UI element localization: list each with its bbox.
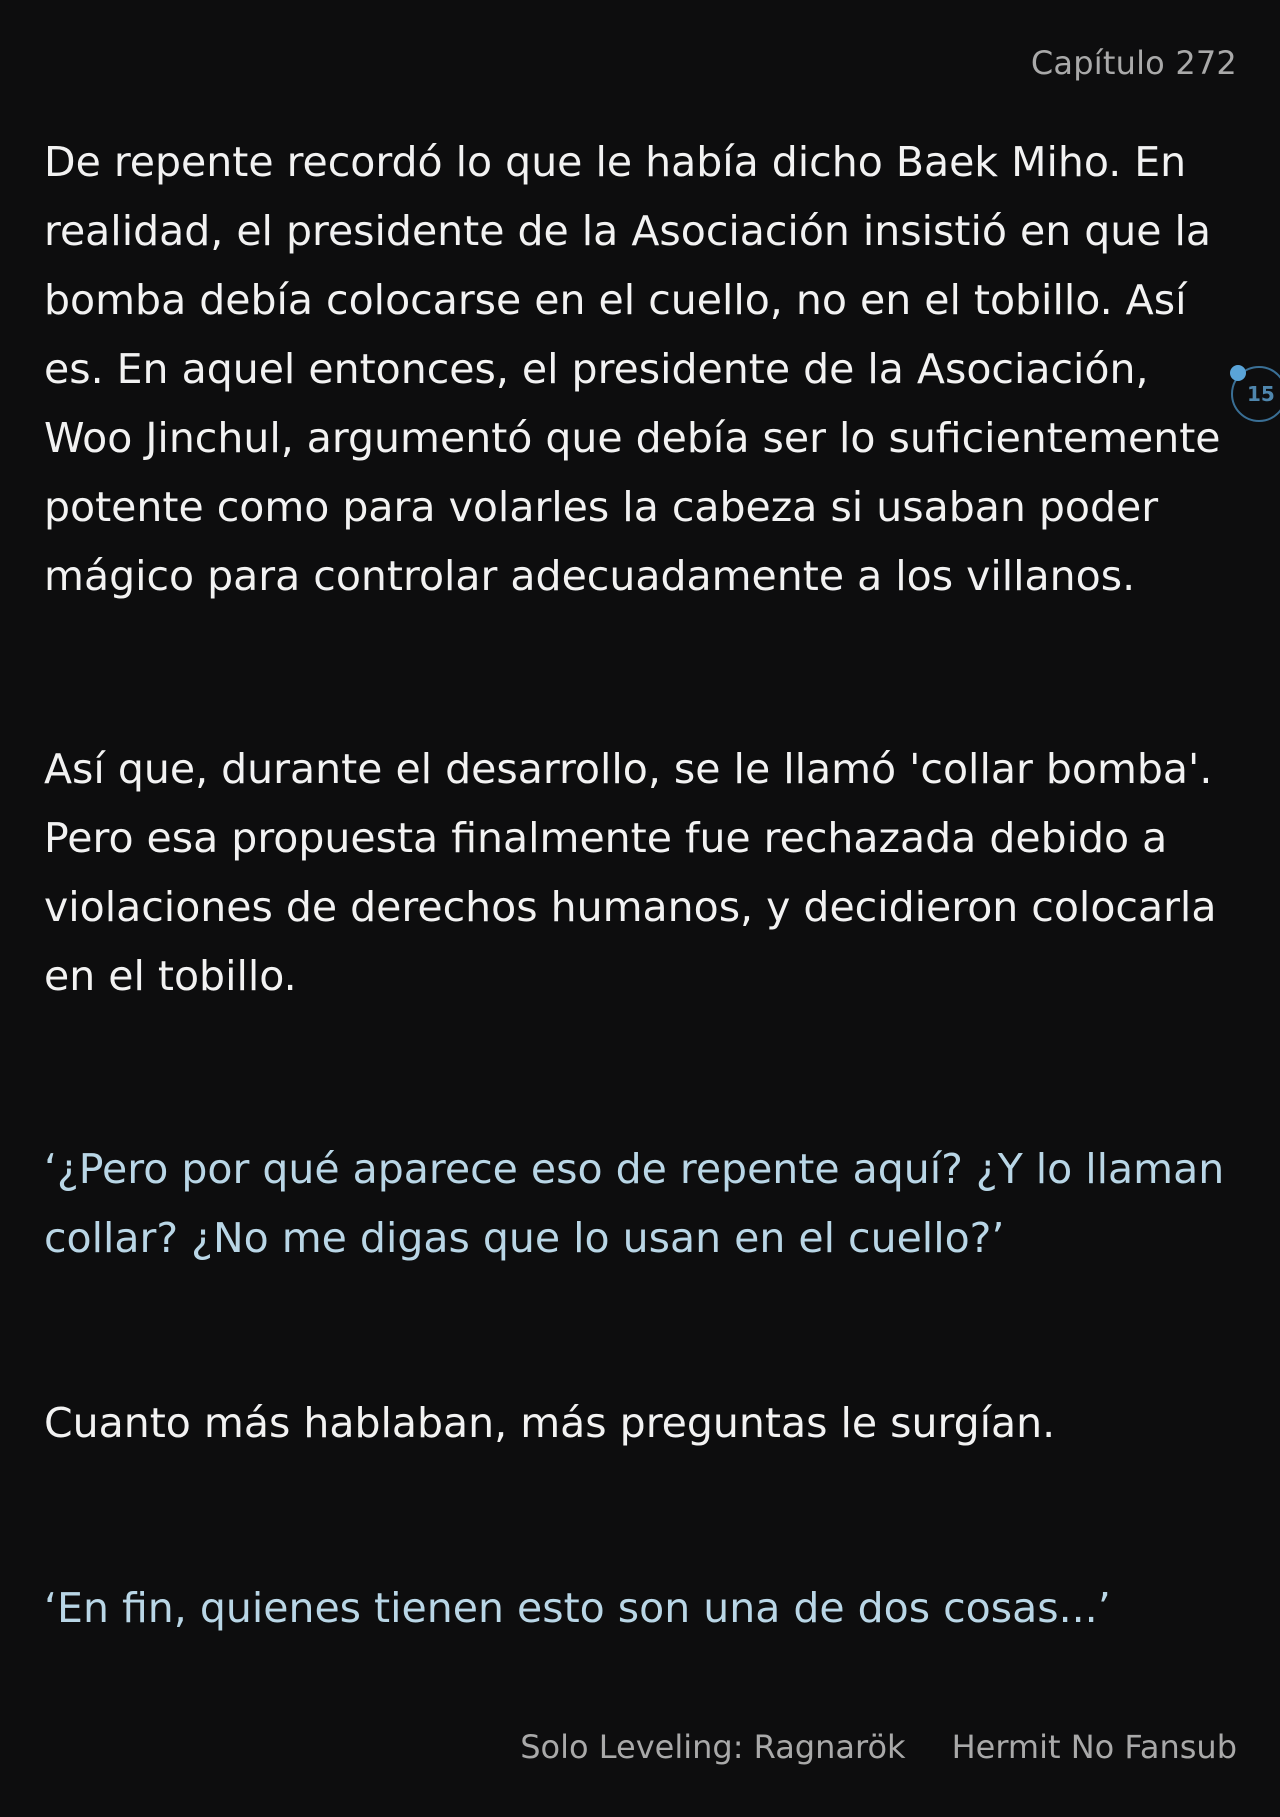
novel-title: Solo Leveling: Ragnarök [520, 1728, 906, 1766]
page-indicator-number: 15 [1247, 382, 1275, 406]
page-indicator-button[interactable] [1231, 366, 1280, 422]
footer [520, 1728, 1237, 1766]
translator-credit: Hermit No Fansub [951, 1728, 1237, 1766]
paragraph-3-thought: ‘¿Pero por qué aparece eso de repente aquí? ¿Y lo llaman collar? ¿No me digas que lo usan en el cuello?’ [44, 1145, 1225, 1262]
chapter-label: Capítulo 272 [1030, 44, 1237, 82]
reading-content [44, 128, 1239, 1643]
paragraph-4: Cuanto más hablaban, más preguntas le surgían. [44, 1399, 1056, 1447]
paragraph-2: Así que, durante el desarrollo, se le llamó 'collar bomba'. Pero esa propuesta finalmente fue rechazada debido a violaciones de derechos humanos, y decidieron colocarla en el tobillo. [44, 745, 1217, 1000]
indicator-dot-icon [1230, 365, 1246, 381]
paragraph-1: De repente recordó lo que le había dicho Baek Miho. En realidad, el presidente de la Asociación insistió en que la bomba debía colocarse en el cuello, no en el tobillo. Así es. En aquel entonces, el presidente de la Asociación, Woo Jinchul, argumentó que debía ser lo suficientemente potente como para volarles la cabeza si usaban poder mágico para controlar adecuadamente a los villanos. [44, 138, 1221, 600]
paragraph-5-thought: ‘En fin, quienes tienen esto son una de dos cosas...’ [44, 1584, 1111, 1632]
